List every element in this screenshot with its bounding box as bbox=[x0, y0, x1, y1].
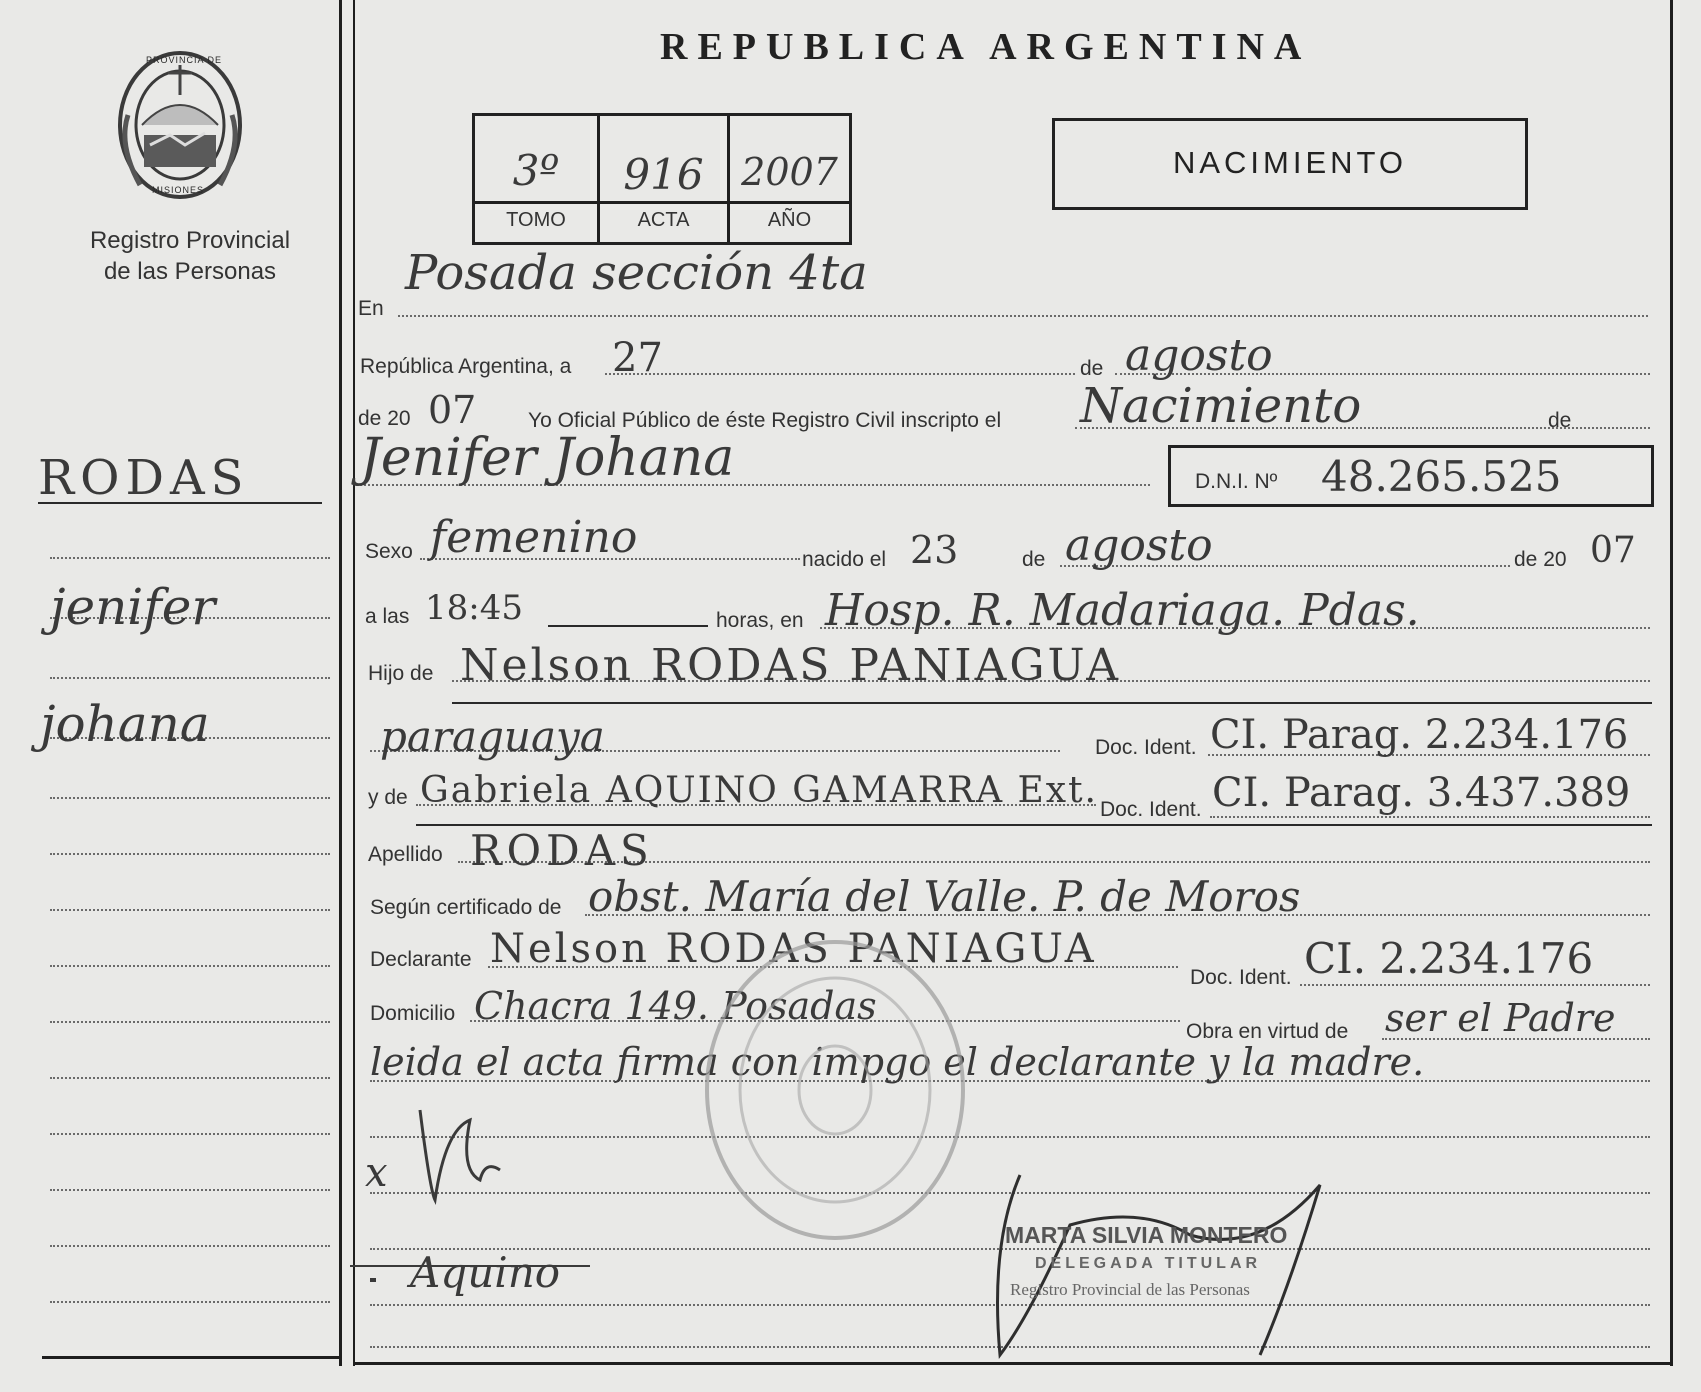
officer-title: DELEGADA TITULAR bbox=[1035, 1255, 1262, 1272]
entry-nombre: Jenifer Johana bbox=[360, 428, 735, 488]
officer-name: MARTA SILVIA MONTERO bbox=[1005, 1222, 1288, 1248]
margin-name-1: jenifer bbox=[50, 578, 216, 636]
left-margin-inner-border bbox=[353, 0, 355, 1366]
entry-padre: Nelson RODAS PANIAGUA bbox=[460, 640, 1122, 691]
registry-line-1: Registro Provincial bbox=[89, 227, 291, 254]
entry-madre: Gabriela AQUINO GAMARRA Ext. bbox=[420, 770, 1099, 811]
official-stamp bbox=[700, 935, 970, 1245]
label-dni: D.N.I. Nº bbox=[1195, 470, 1278, 493]
signature-mark: x bbox=[365, 1150, 388, 1196]
entry-nacido-anio: 07 bbox=[1590, 530, 1636, 571]
label-declarante: Declarante bbox=[370, 948, 472, 971]
label-hijo: Hijo de bbox=[368, 662, 434, 685]
signature-madre bbox=[350, 1230, 610, 1310]
margin-line bbox=[50, 1133, 330, 1135]
right-border bbox=[1670, 0, 1673, 1366]
line-en bbox=[398, 315, 1648, 317]
label-de-2: de bbox=[1548, 409, 1572, 432]
entry-anio: 07 bbox=[428, 388, 477, 432]
label-horas: horas, en bbox=[716, 609, 804, 632]
entry-nacido-dia: 23 bbox=[910, 528, 959, 572]
entry-padre-doc: CI. Parag. 2.234.176 bbox=[1210, 712, 1629, 758]
entry-mes: agosto bbox=[1125, 330, 1273, 381]
margin-line bbox=[50, 965, 330, 967]
entry-lugar: Posada sección 4ta bbox=[405, 245, 868, 301]
entry-hora: 18:45 bbox=[425, 588, 523, 628]
entry-padre-nac: paraguaya bbox=[380, 712, 605, 761]
entry-nota: leida el acta firma con impgo el declarante y la madre. bbox=[370, 1040, 1425, 1084]
provincial-crest bbox=[110, 45, 250, 205]
tomo-value: 3º bbox=[512, 146, 560, 195]
margin-line bbox=[50, 1189, 330, 1191]
label-yde: y de bbox=[368, 786, 408, 809]
margin-line bbox=[50, 1021, 330, 1023]
left-margin-border bbox=[339, 0, 342, 1366]
label-en: En bbox=[358, 297, 384, 320]
body-line bbox=[370, 1136, 1650, 1138]
entry-lugar-nac: Hosp. R. Madariaga. Pdas. bbox=[825, 585, 1420, 636]
label-segun: Según certificado de bbox=[370, 896, 562, 919]
line-doc-2 bbox=[1210, 816, 1650, 818]
signature-declarante bbox=[360, 1070, 560, 1220]
entry-declarante: Nelson RODAS PANIAGUA bbox=[490, 926, 1097, 972]
entry-apellido: RODAS bbox=[470, 826, 654, 875]
tomo-label: TOMO bbox=[506, 209, 566, 231]
record-table bbox=[472, 113, 852, 245]
label-de-1: de bbox=[1080, 357, 1104, 380]
document-type-box bbox=[1052, 118, 1528, 210]
label-sexo: Sexo bbox=[365, 540, 413, 563]
margin-line bbox=[50, 1077, 330, 1079]
officer-office: Registro Provincial de las Personas bbox=[1010, 1280, 1250, 1299]
margin-line bbox=[50, 853, 330, 855]
entry-dni: 48.265.525 bbox=[1321, 452, 1562, 501]
label-nacido: nacido el bbox=[802, 548, 887, 571]
country-title: REPUBLICA ARGENTINA bbox=[660, 26, 1312, 68]
line-doc-3 bbox=[1300, 984, 1650, 986]
label-doc-1: Doc. Ident. bbox=[1095, 736, 1197, 759]
document-type: NACIMIENTO bbox=[1172, 145, 1408, 180]
margin-line bbox=[50, 1301, 330, 1303]
label-domicilio: Domicilio bbox=[370, 1002, 456, 1025]
entry-declarante-doc: CI. 2.234.176 bbox=[1304, 934, 1594, 983]
margin-line bbox=[50, 909, 330, 911]
seal-top-text: PROVINCIA DE bbox=[146, 55, 223, 65]
registry-name bbox=[40, 225, 340, 287]
entry-dia: 27 bbox=[612, 335, 663, 381]
table-row-divider bbox=[475, 201, 849, 204]
margin-name-2: johana bbox=[40, 695, 210, 753]
margin-line bbox=[50, 797, 330, 799]
label-doc-3: Doc. Ident. bbox=[1190, 966, 1292, 989]
entry-inscripto: Nacimiento bbox=[1080, 378, 1362, 434]
label-obra: Obra en virtud de bbox=[1186, 1020, 1349, 1043]
line-dia bbox=[605, 373, 1075, 375]
registry-line-2: de las Personas bbox=[103, 258, 277, 285]
signature-madre-text: Aquino bbox=[410, 1248, 561, 1297]
label-de20b: de 20 bbox=[1514, 548, 1567, 571]
acta-value: 916 bbox=[623, 150, 704, 199]
margin-line bbox=[50, 1245, 330, 1247]
entry-sexo: femenino bbox=[430, 512, 638, 563]
acta-label: ACTA bbox=[637, 209, 690, 231]
label-doc-2: Doc. Ident. bbox=[1100, 798, 1202, 821]
dni-box bbox=[1168, 445, 1654, 507]
margin-line bbox=[50, 677, 330, 679]
label-oficial: Yo Oficial Público de éste Registro Civil inscripto el bbox=[528, 409, 1002, 432]
label-republica: República Argentina, a bbox=[360, 355, 572, 378]
margin-line bbox=[50, 557, 330, 559]
line-hora bbox=[548, 625, 708, 627]
line-padre-underline bbox=[452, 702, 1652, 704]
anio-label: AÑO bbox=[767, 209, 812, 231]
entry-nacido-mes: agosto bbox=[1065, 520, 1213, 571]
bottom-border-left bbox=[42, 1356, 342, 1359]
label-de20: de 20 bbox=[358, 407, 411, 430]
label-alas: a las bbox=[365, 605, 410, 628]
entry-obra: ser el Padre bbox=[1385, 996, 1616, 1040]
margin-surname: RODAS bbox=[38, 450, 250, 506]
label-de-3: de bbox=[1022, 548, 1046, 571]
seal-bottom-text: MISIONES bbox=[152, 185, 205, 195]
label-apellido: Apellido bbox=[368, 843, 443, 866]
entry-domicilio: Chacra 149. Posadas bbox=[474, 984, 877, 1028]
anio-value: 2007 bbox=[741, 150, 838, 194]
entry-certificado: obst. María del Valle. P. de Moros bbox=[588, 872, 1301, 921]
entry-madre-doc: CI. Parag. 3.437.389 bbox=[1212, 770, 1631, 816]
